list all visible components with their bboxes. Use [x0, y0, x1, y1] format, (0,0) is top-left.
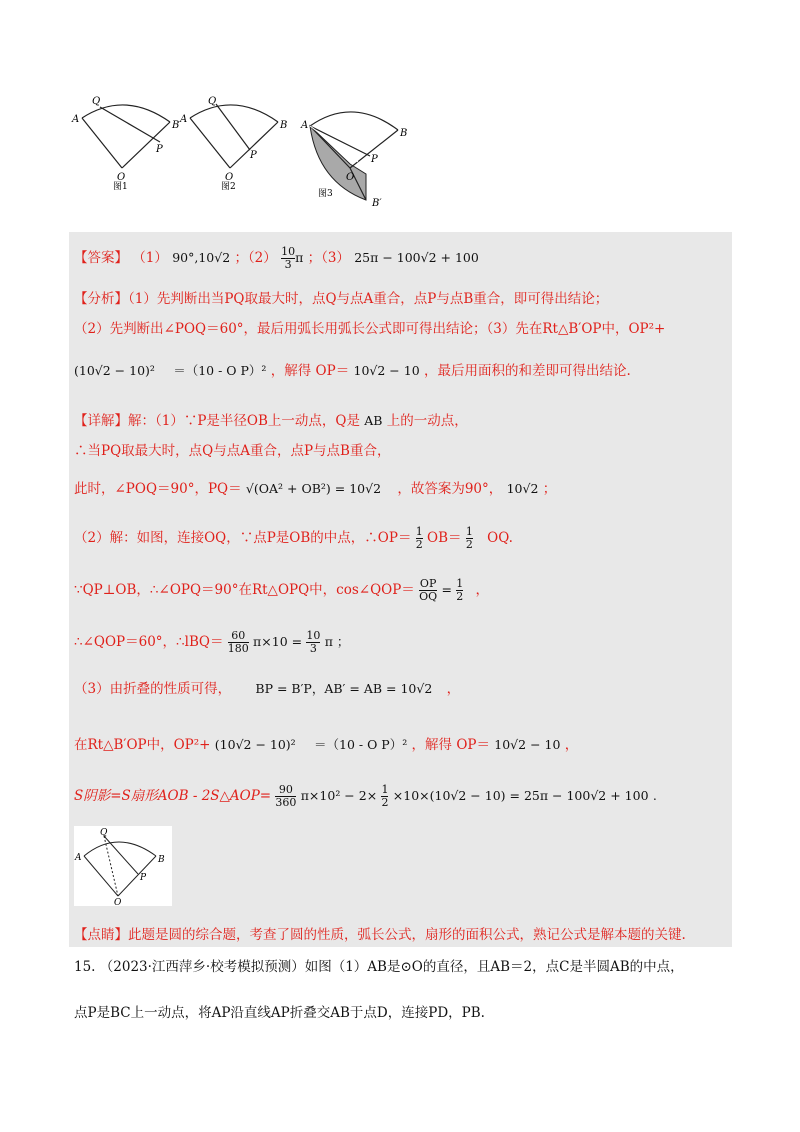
label-B: B	[158, 855, 165, 865]
answer-tag: 【答案】	[74, 250, 128, 266]
label-B: B	[400, 128, 408, 139]
label-A: A	[72, 114, 80, 125]
detail-line-4: （2）解：如图，连接OQ，∵点P是OB的中点，∴OP＝ $\frac{1}{2}$ OB＝ $\frac{1}{2}$ OQ.	[74, 525, 513, 551]
label-O: O	[225, 172, 234, 183]
label-O: O	[114, 898, 122, 906]
label-P: P	[156, 144, 163, 155]
label-B: B	[280, 120, 288, 131]
label-A: A	[75, 853, 82, 863]
label-O: O	[117, 172, 126, 183]
detail-line-8: 在Rt△B′OP中，OP²+ (10√2 − 10)² ＝（10 - O P）² ，解得 OP＝ 10√2 − 10 ，	[74, 737, 579, 753]
figure-1-caption: 图1	[113, 182, 128, 190]
label-O: O	[346, 172, 355, 183]
detail-line-9: S阴影=S扇形AOB - 2S△AOP= $\frac{90}{360}$ π×10² − 2× $\frac{1}{2}$ ×10×(10√2 − 10) = 25π − 100√2 + 100 .	[74, 783, 657, 809]
figure-2-caption: 图2	[221, 182, 236, 190]
analysis-line-3: (10√2 − 10)² ＝（10 - O P）² ，解得 OP＝ 10√2 − 10 ，最后用面积的和差即可得出结论.	[74, 363, 631, 379]
label-Q: Q	[208, 96, 217, 107]
answer-1: 90°,10√2	[172, 250, 231, 265]
label-Q: Q	[92, 96, 101, 107]
detail-line-3: 此时，∠POQ＝90°，PQ＝ √(OA² + OB²) = 10√2 ，故答案为90°， 10√2 ；	[74, 481, 557, 497]
label-P: P	[250, 150, 257, 161]
detail-line-7: （3）由折叠的性质可得， BP = B′P，AB′ = AB = 10√2 ，	[74, 681, 461, 697]
label-P: P	[140, 873, 147, 883]
comment-line: 【点睛】此题是圆的综合题，考查了圆的性质，弧长公式，扇形的面积公式，熟记公式是解本题的关键.	[74, 927, 686, 943]
comment-tag: 【点睛】	[74, 927, 128, 943]
analysis-line-1: 【分析】（1）先判断出当PQ取最大时，点Q与点A重合，点P与点B重合，即可得出结论；	[74, 291, 609, 307]
question-number: 15.	[74, 959, 96, 975]
question-15-line-1: 15. （2023·江西萍乡·校考模拟预测）如图（1）AB是⊙O的直径，且AB＝2，点C是半圆AB的中点，	[74, 959, 684, 975]
figure-2	[178, 92, 298, 190]
answer-3: 25π − 100√2 + 100	[354, 250, 479, 265]
label-Q: Q	[100, 828, 108, 838]
answer-line: 【答案】 （1） 90°,10√2 ；（2） $\frac{10}{3}$ π ；（3） 25π − 100√2 + 100	[74, 245, 479, 271]
figure-1	[70, 92, 190, 190]
analysis-line-2: （2）先判断出∠POQ＝60°，最后用弧长用弧长公式即可得出结论；（3）先在Rt△B′OP中，OP²+	[74, 321, 666, 337]
figure-3-caption: 图3	[318, 189, 333, 199]
analysis-tag: 【分析】	[74, 291, 128, 307]
solution-diagram	[74, 826, 172, 906]
detail-line-2: ∴当PQ取最大时，点Q与点A重合，点P与点B重合，	[74, 443, 391, 459]
label-B-prime: B′	[372, 198, 382, 209]
detail-tag: 【详解】	[74, 413, 128, 429]
detail-line-6: ∴∠QOP＝60°，∴lBQ＝ $\frac{60}{180}$ π×10 = $\frac{10}{3}$ π ；	[74, 629, 350, 655]
answer-2-fraction: $\frac{10}{3}$	[281, 245, 296, 271]
label-B: B	[172, 120, 180, 131]
detail-line-5: ∵QP⊥OB，∴∠OPQ＝90°在Rt△OPQ中，cos∠QOP＝ $\frac{OP}{OQ}$ = $\frac{1}{2}$ ，	[74, 577, 490, 603]
label-P: P	[371, 154, 378, 165]
label-A: A	[180, 114, 188, 125]
detail-line-1: 【详解】解：（1）∵P是半径OB上一动点，Q是 AB 上的一动点，	[74, 413, 468, 429]
question-15-line-2: 点P是BC上一动点，将AP沿直线AP折叠交AB于点D，连接PD，PB.	[74, 1005, 485, 1021]
label-A: A	[301, 120, 309, 131]
figure-3	[298, 92, 418, 210]
